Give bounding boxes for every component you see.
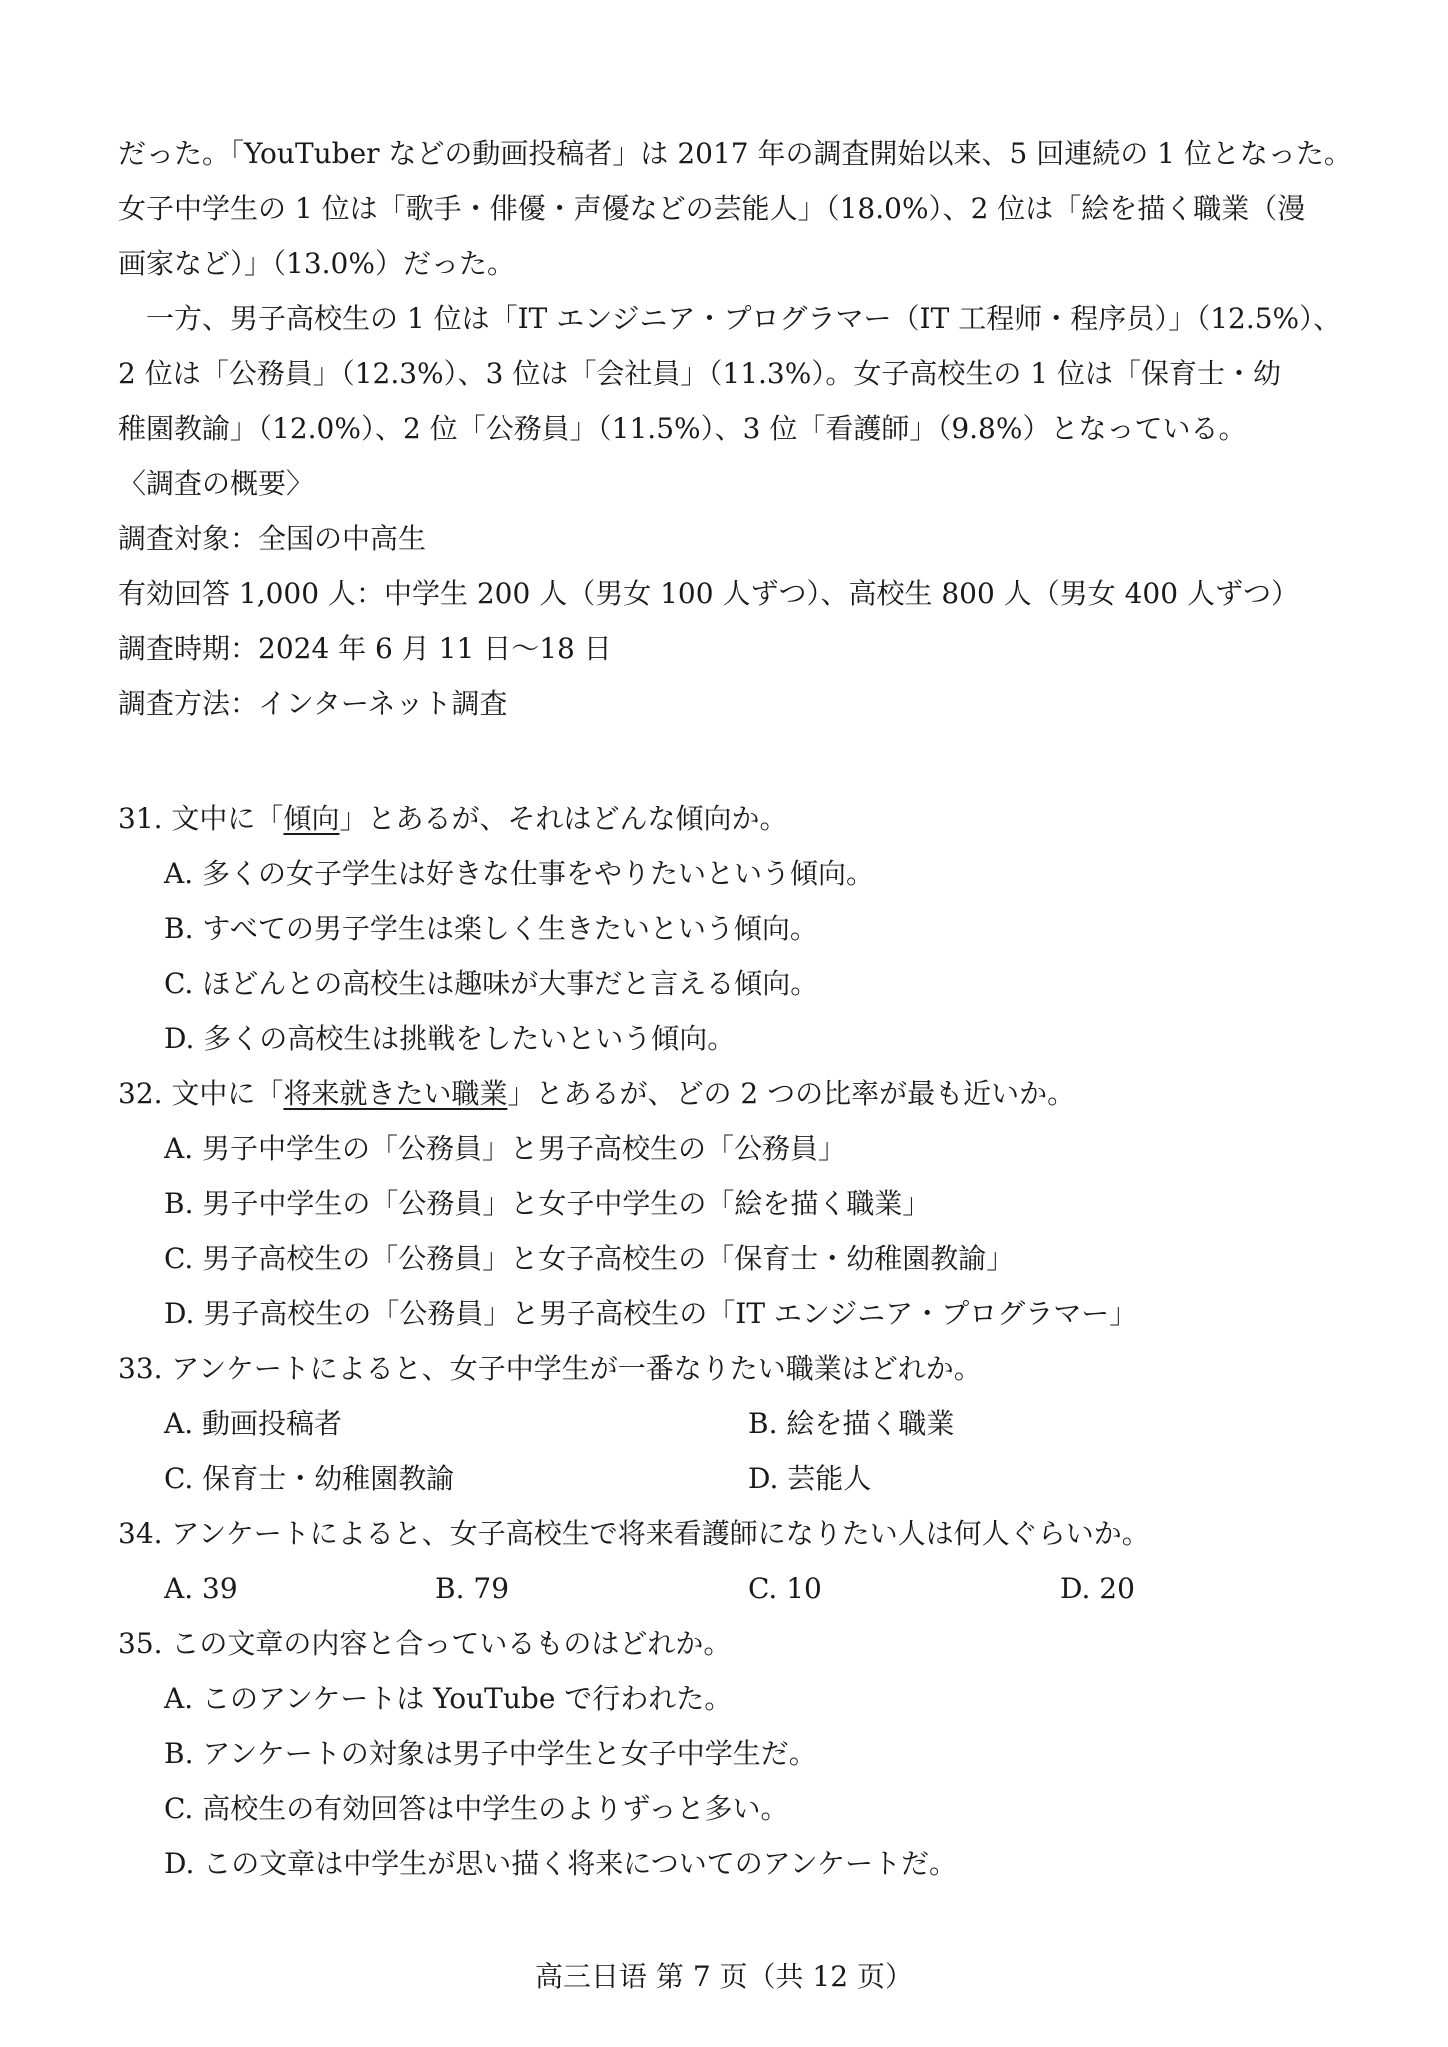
q33-option-c[interactable]: C. 保育士・幼稚園教諭 <box>164 1462 455 1495</box>
q33-option-d[interactable]: D. 芸能人 <box>748 1462 872 1495</box>
q31-option-b[interactable]: B. すべての男子学生は楽しく生きたいという傾向。 <box>164 912 818 945</box>
q31-option-a[interactable]: A. 多くの女子学生は好きな仕事をやりたいという傾向。 <box>164 857 875 890</box>
survey-method: 調査方法：インターネット調査 <box>118 687 508 720</box>
q35-option-d[interactable]: D. この文章は中学生が思い描く将来についてのアンケートだ。 <box>164 1847 958 1880</box>
question-35-stem: 35. この文章の内容と合っているものはどれか。 <box>118 1627 732 1660</box>
q35-option-a[interactable]: A. このアンケートは YouTube で行われた。 <box>164 1682 733 1715</box>
q33-option-b[interactable]: B. 絵を描く職業 <box>748 1407 955 1440</box>
underlined-term: 傾向 <box>283 802 340 835</box>
question-31-stem: 31. 文中に「傾向」とあるが、それはどんな傾向か。 <box>118 802 788 835</box>
survey-period: 調査時期：2024 年 6 月 11 日～18 日 <box>118 632 612 665</box>
q32-option-d[interactable]: D. 男子高校生の「公務員」と男子高校生の「IT エンジニア・プログラマー」 <box>164 1297 1138 1330</box>
q35-option-c[interactable]: C. 高校生の有効回答は中学生のよりずっと多い。 <box>164 1792 789 1825</box>
passage-line: 女子中学生の 1 位は「歌手・俳優・声優などの芸能人」（18.0%）、2 位は「絵を描く職業（漫 <box>118 192 1306 225</box>
q34-option-d[interactable]: D. 20 <box>1060 1572 1135 1605</box>
underlined-term: 将来就きたい職業 <box>283 1077 508 1110</box>
q34-option-c[interactable]: C. 10 <box>748 1572 822 1605</box>
q32-option-a[interactable]: A. 男子中学生の「公務員」と男子高校生の「公務員」 <box>164 1132 847 1165</box>
question-34-stem: 34. アンケートによると、女子高校生で将来看護師になりたい人は何人ぐらいか。 <box>118 1517 1150 1550</box>
q35-option-b[interactable]: B. アンケートの対象は男子中学生と女子中学生だ。 <box>164 1737 817 1770</box>
q32-option-c[interactable]: C. 男子高校生の「公務員」と女子高校生の「保育士・幼稚園教諭」 <box>164 1242 1015 1275</box>
passage-line: 一方、男子高校生の 1 位は「IT エンジニア・プログラマー（IT 工程师・程序员）」（12.5%）、 <box>146 302 1342 335</box>
question-33-stem: 33. アンケートによると、女子中学生が一番なりたい職業はどれか。 <box>118 1352 982 1385</box>
q33-option-a[interactable]: A. 動画投稿者 <box>164 1407 343 1440</box>
passage-line: 2 位は「公務員」（12.3%）、3 位は「会社員」（11.3%）。女子高校生の 1 位は「保育士・幼 <box>118 357 1281 390</box>
survey-target: 調査対象：全国の中高生 <box>118 522 427 555</box>
survey-heading: 〈調査の概要〉 <box>118 467 315 500</box>
question-32-stem: 32. 文中に「将来就きたい職業」とあるが、どの 2 つの比率が最も近いか。 <box>118 1077 1076 1110</box>
passage-line: 画家など）」（13.0%）だった。 <box>118 247 515 280</box>
q31-option-c[interactable]: C. ほどんとの高校生は趣味が大事だと言える傾向。 <box>164 967 819 1000</box>
q34-option-a[interactable]: A. 39 <box>164 1572 238 1605</box>
q32-option-b[interactable]: B. 男子中学生の「公務員」と女子中学生の「絵を描く職業」 <box>164 1187 931 1220</box>
passage-line: 稚園教諭」（12.0%）、2 位「公務員」（11.5%）、3 位「看護師」（9.8%）となっている。 <box>118 412 1247 445</box>
survey-responses: 有効回答 1,000 人：中学生 200 人（男女 100 人ずつ）、高校生 800 人（男女 400 人ずつ） <box>118 577 1299 610</box>
q34-option-b[interactable]: B. 79 <box>435 1572 510 1605</box>
q31-option-d[interactable]: D. 多くの高校生は挑戦をしたいという傾向。 <box>164 1022 736 1055</box>
page-footer: 高三日语 第 7 页（共 12 页） <box>535 1960 913 1993</box>
passage-line: だった。「YouTuber などの動画投稿者」は 2017 年の調査開始以来、5 回連続の 1 位となった。 <box>118 137 1352 170</box>
